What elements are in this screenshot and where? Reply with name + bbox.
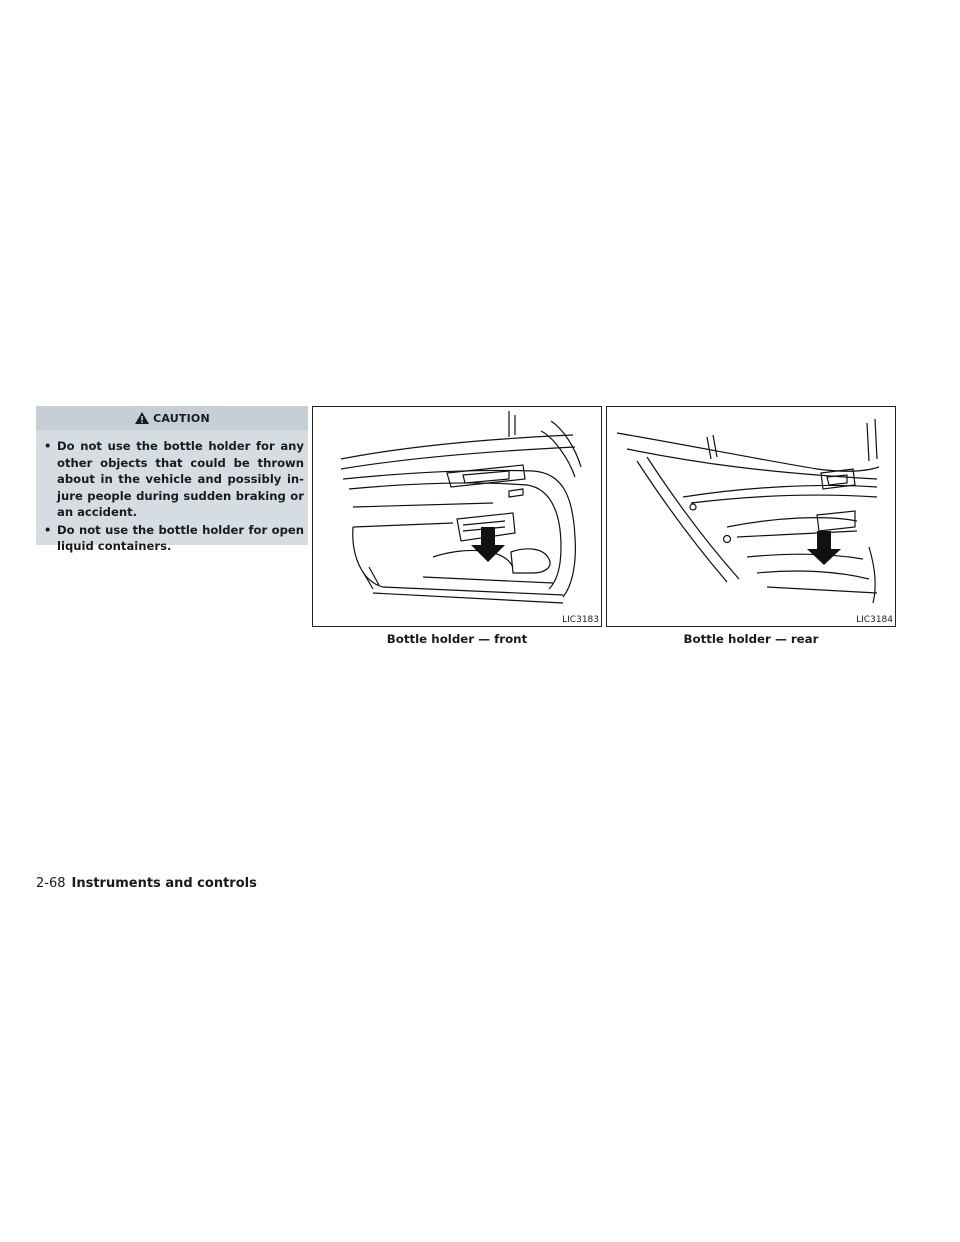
caution-header — [36, 406, 308, 430]
caution-list — [36, 430, 308, 555]
figure-code: LIC3183 — [562, 615, 599, 625]
front-door-illustration — [313, 407, 601, 626]
figure-front-door — [312, 406, 602, 627]
rear-door-illustration — [607, 407, 895, 626]
figure-caption: Bottle holder — rear — [683, 632, 819, 646]
caution-item: • Do not use the bottle holder for open liquid containers. — [44, 522, 304, 555]
caution-item: • Do not use the bottle holder for any other objects that could be thrown about in the vehicle and possibly in-jure people during sudden braking or an accident. — [44, 438, 304, 521]
caution-box — [36, 406, 308, 553]
figure-caption: Bottle holder — front — [386, 632, 528, 646]
figure-code: LIC3184 — [856, 615, 893, 625]
page-footer — [36, 876, 257, 891]
warning-icon — [134, 411, 150, 425]
caution-title: CAUTION — [153, 411, 210, 425]
figure-rear-door — [606, 406, 896, 627]
page-number: 2-68 — [36, 876, 66, 891]
section-title: Instruments and controls — [71, 876, 257, 891]
